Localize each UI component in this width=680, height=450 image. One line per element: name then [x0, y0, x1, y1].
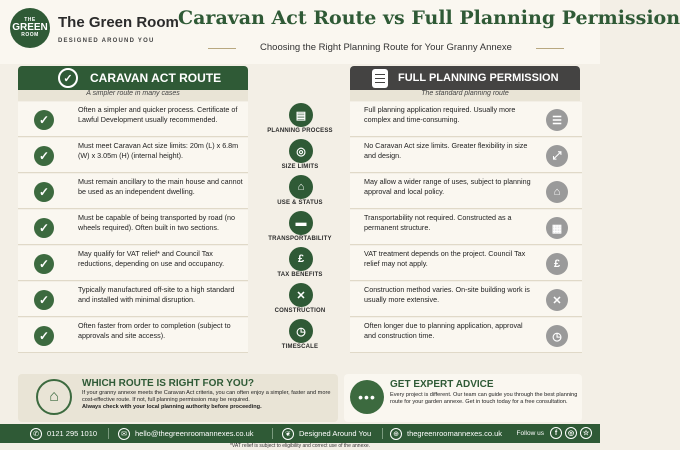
truck-icon: ▬: [289, 211, 313, 235]
caravan-act-text: May qualify for VAT relief* and Council Tax reductions, depending on use and occupancy.: [78, 249, 225, 268]
expert-advice-text: Every project is different. Our team can guide you through the best planning route for your garden annexe. Get in touch today for a free consultation.: [390, 392, 578, 406]
email-address[interactable]: hello@thegreenroomannexes.co.uk: [135, 429, 254, 438]
comparison-row: [18, 174, 582, 210]
caravan-act-cell: [18, 138, 248, 173]
full-planning-subtitle: The standard planning route: [350, 90, 580, 101]
check-icon: ✓: [34, 218, 54, 238]
comparison-row: [18, 102, 582, 138]
logo-text-middle: GREEN: [12, 22, 48, 33]
which-route-text: [82, 390, 332, 412]
facebook-icon[interactable]: f: [550, 427, 562, 439]
which-route-line-3: Always check with your local planning authority before proceeding.: [82, 404, 262, 411]
follow-us-label: Follow us: [516, 429, 544, 437]
full-planning-text: May allow a wider range of uses, subject to planning approval and local policy.: [364, 177, 531, 196]
caravan-act-text: Often faster from order to completion (subject to approvals and site access).: [78, 321, 231, 340]
which-route-panel: [18, 374, 338, 422]
full-planning-cell: [350, 246, 582, 281]
category-label: [250, 246, 350, 282]
footer-divider: [382, 428, 383, 439]
category-label: [250, 318, 350, 354]
which-route-line-1: If your granny annexe meets the Caravan Act criteria, you can often enjoy a simpler, faster and more cost-effective route.: [82, 390, 331, 404]
footer-phone[interactable]: [30, 424, 97, 443]
leaf-icon: ❦: [282, 428, 294, 440]
check-icon: ✓: [34, 326, 54, 346]
brand-name: The Green Room: [58, 14, 179, 31]
full-planning-cell: [350, 318, 582, 353]
email-icon: ✉: [118, 428, 130, 440]
vat-footnote: *VAT relief is subject to eligibility and correct use of the annexe.: [229, 443, 371, 449]
brand-tagline: DESIGNED AROUND YOU: [58, 38, 155, 44]
caravan-act-title: CARAVAN ACT ROUTE: [90, 71, 222, 85]
house-icon: ⌂: [36, 379, 72, 415]
full-planning-cell: [350, 102, 582, 137]
caravan-act-text: Must remain ancillary to the main house and cannot be used as an independent dwelling.: [78, 177, 243, 196]
check-icon: ✓: [34, 290, 54, 310]
category-name: SIZE LIMITS: [281, 164, 319, 170]
full-planning-text: No Caravan Act size limits. Greater flexibility in size and design.: [364, 141, 528, 160]
house-icon: ⌂: [289, 175, 313, 199]
caravan-act-header: [18, 66, 248, 90]
full-planning-text: Often longer due to planning application, approval and construction time.: [364, 321, 523, 340]
which-route-title: WHICH ROUTE IS RIGHT FOR YOU?: [82, 378, 255, 389]
footer-divider: [108, 428, 109, 439]
website-link[interactable]: thegreenroomannexes.co.uk: [407, 429, 503, 438]
caravan-act-cell: [18, 174, 248, 209]
comparison-row: [18, 318, 582, 354]
full-planning-title: FULL PLANNING PERMISSION: [398, 72, 559, 84]
full-planning-text: Full planning application required. Usually more complex and time-consuming.: [364, 105, 516, 124]
clipboard-icon: [372, 69, 388, 88]
caravan-act-cell: [18, 210, 248, 245]
page-title: Caravan Act Route vs Full Planning Permission: [178, 7, 680, 29]
full-planning-cell: [350, 282, 582, 317]
category-label: [250, 174, 350, 210]
tools-icon: ✕: [546, 289, 568, 311]
caravan-act-subtitle: A simpler route in many cases: [18, 90, 248, 101]
footer-email[interactable]: [118, 424, 254, 443]
social-links: [517, 427, 592, 439]
category-label: [250, 282, 350, 318]
logo-text-bottom: ROOM: [21, 32, 39, 38]
house-icon: ⌂: [546, 181, 568, 203]
caravan-act-cell: [18, 102, 248, 137]
category-label: [250, 210, 350, 246]
full-planning-cell: [350, 210, 582, 245]
check-icon: ✓: [34, 146, 54, 166]
caravan-act-cell: [18, 318, 248, 353]
comparison-row: [18, 282, 582, 318]
check-icon: ✓: [34, 110, 54, 130]
full-planning-cell: [350, 174, 582, 209]
page-header: [0, 0, 680, 64]
caravan-act-cell: [18, 282, 248, 317]
category-name: CONSTRUCTION: [274, 308, 326, 314]
category-name: USE & STATUS: [277, 200, 323, 206]
category-name: TAX BENEFITS: [277, 272, 323, 278]
caravan-act-text: Must be capable of being transported by road (no wheels required). Often built in two sections.: [78, 213, 236, 232]
category-name: TIMESCALE: [281, 344, 319, 350]
clipboard-icon: ☰: [546, 109, 568, 131]
pound-icon: £: [289, 247, 313, 271]
full-planning-cell: [350, 138, 582, 173]
pound-icon: £: [546, 253, 568, 275]
category-name: PLANNING PROCESS: [267, 128, 333, 134]
phone-icon: ✆: [30, 428, 42, 440]
footer-tagline-text: Designed Around You: [299, 429, 372, 438]
caravan-act-text: Typically manufactured off-site to a high standard and installed with minimal disruption.: [78, 285, 235, 304]
full-planning-header: [350, 66, 580, 90]
phone-number[interactable]: 0121 295 1010: [47, 429, 98, 438]
full-planning-text: VAT treatment depends on the project. Council Tax relief may not apply.: [364, 249, 526, 268]
instagram-icon[interactable]: ◎: [565, 427, 577, 439]
footer-website[interactable]: [390, 424, 502, 443]
clock-icon: ◷: [546, 325, 568, 347]
check-icon: ✓: [34, 182, 54, 202]
comparison-row: [18, 210, 582, 246]
caravan-act-text: Often a simpler and quicker process. Certificate of Lawful Development usually recommended.: [78, 105, 238, 124]
caravan-act-text: Must meet Caravan Act size limits: 20m (L) x 6.8m (W) x 3.05m (H) (internal height).: [78, 141, 239, 160]
category-label: [250, 138, 350, 174]
category-label: [250, 102, 350, 138]
brand-logo[interactable]: [10, 8, 50, 48]
caravan-act-cell: [18, 246, 248, 281]
globe-icon: ⊕: [390, 428, 402, 440]
expert-advice-title: GET EXPERT ADVICE: [390, 379, 494, 390]
brick-wall-icon: ▦: [546, 217, 568, 239]
tape-measure-icon: ◎: [289, 139, 313, 163]
tools-icon: ✕: [289, 283, 313, 307]
full-planning-text: Construction method varies. On-site building work is usually more extensive.: [364, 285, 530, 304]
document-icon: ▤: [289, 103, 313, 127]
full-planning-text: Transportability not required. Constructed as a permanent structure.: [364, 213, 512, 232]
expert-advice-panel: [344, 374, 582, 422]
comparison-row: [18, 246, 582, 282]
chat-bubble-icon: •••: [350, 380, 384, 414]
expand-icon: ⤢: [546, 145, 568, 167]
footer-tagline: [282, 424, 371, 443]
logo-text-top: THE: [24, 17, 36, 23]
clock-icon: ◷: [289, 319, 313, 343]
category-name: TRANSPORTABILITY: [268, 236, 332, 242]
comparison-row: [18, 138, 582, 174]
footer-bar: [0, 424, 600, 443]
page-subtitle: Choosing the Right Planning Route for Your Granny Annexe: [178, 42, 594, 53]
check-icon: ✓: [34, 254, 54, 274]
footer-divider: [272, 428, 273, 439]
check-icon: ✓: [58, 68, 78, 88]
which-route-line-2: If not, full planning permission may be required.: [132, 397, 250, 404]
houzz-icon[interactable]: ☆: [580, 427, 592, 439]
